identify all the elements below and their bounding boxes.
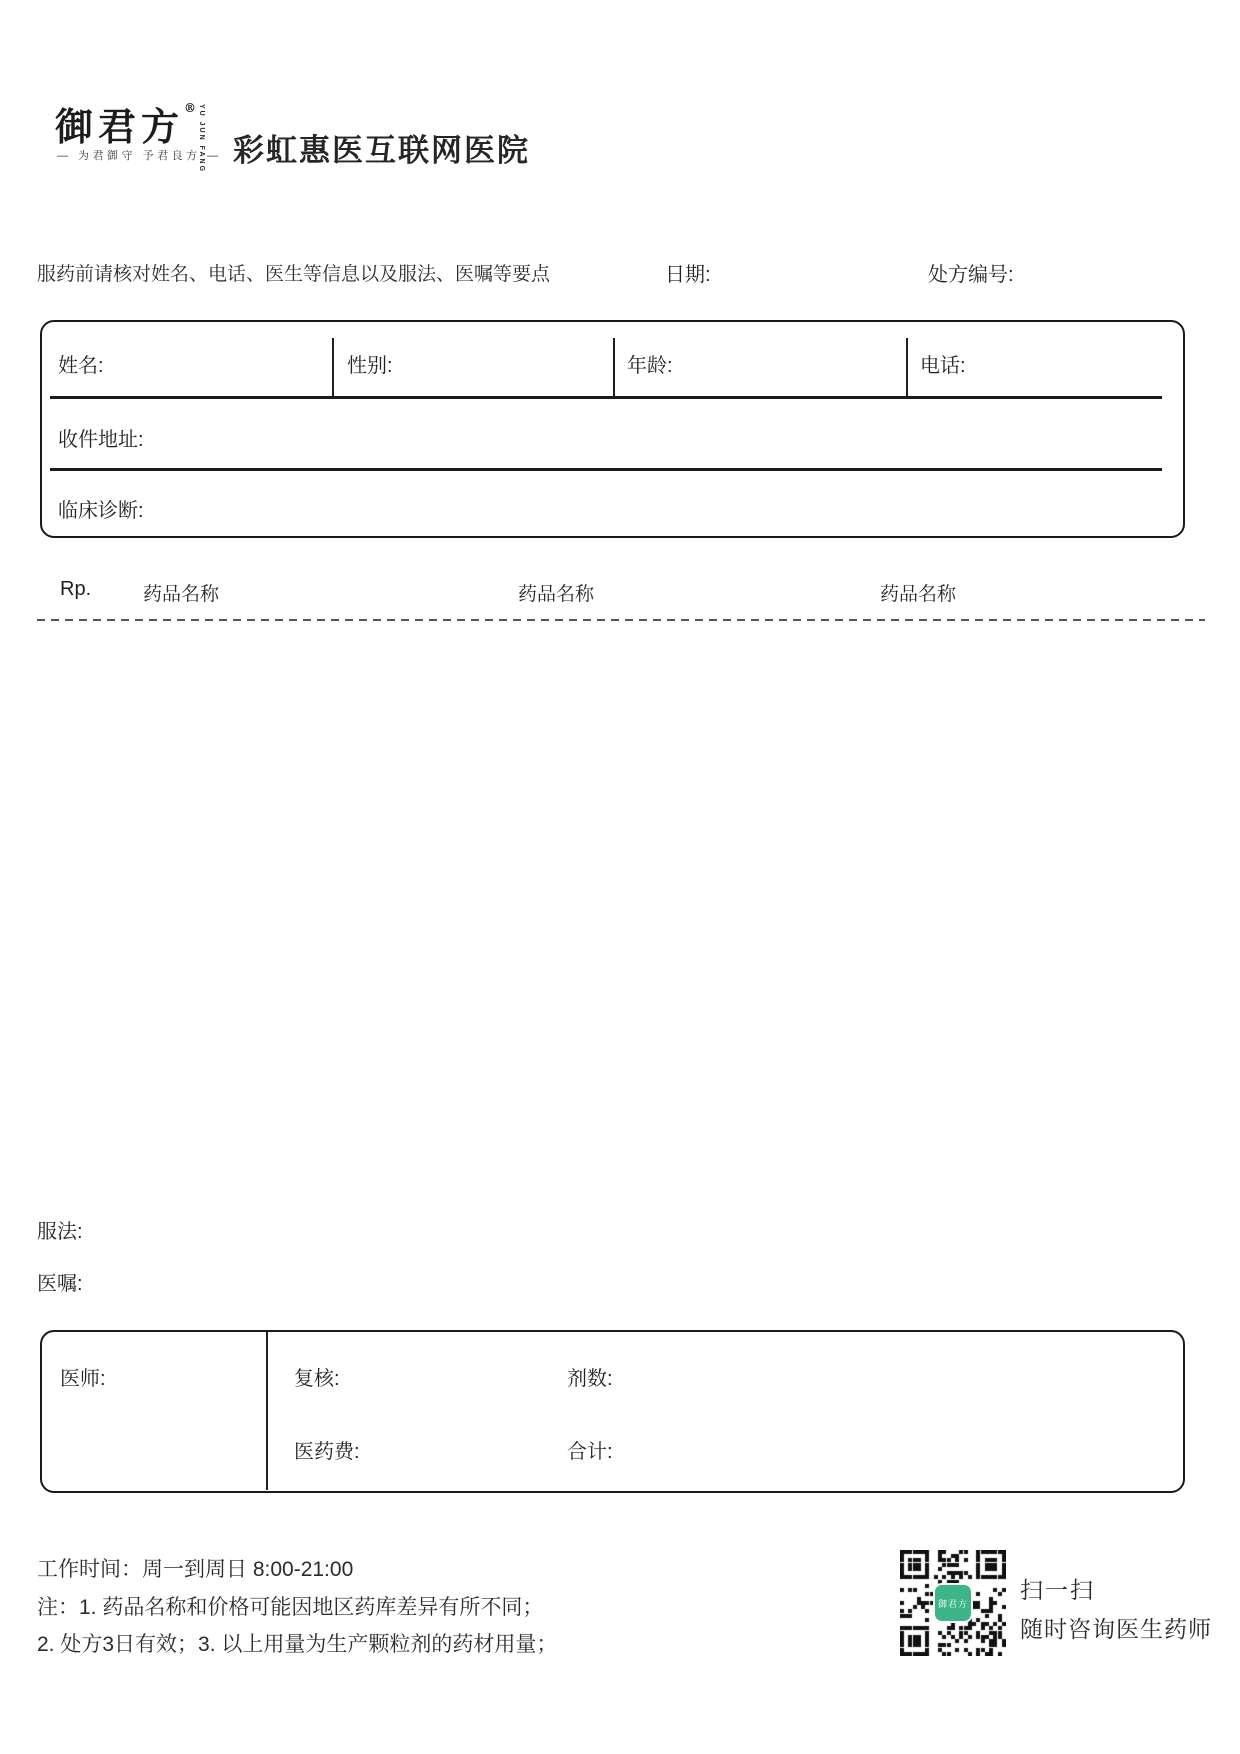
drug-name-column-1: 药品名称 xyxy=(143,584,220,605)
verify-notice: 服药前请核对姓名、电话、医生等信息以及服法、医嘱等要点 xyxy=(37,264,551,285)
patient-phone-label: 电话: xyxy=(920,355,966,377)
physician-label: 医师: xyxy=(60,1368,106,1390)
patient-box-rule-1 xyxy=(50,396,1162,399)
doctor-advice-label: 医嘱: xyxy=(37,1273,83,1295)
drug-list-area xyxy=(37,625,1205,1195)
scan-label: 扫一扫 xyxy=(1020,1577,1095,1603)
date-label: 日期: xyxy=(665,264,711,286)
qr-center-logo xyxy=(935,1585,971,1621)
footer-note-2: 2. 处方3日有效；3. 以上用量为生产颗粒剂的药材用量； xyxy=(37,1633,558,1656)
divider-phone xyxy=(906,338,908,396)
qr-center-logo-text: 御君方 xyxy=(937,1598,968,1609)
scan-sub-label: 随时咨询医生药师 xyxy=(1020,1616,1212,1642)
divider-gender xyxy=(332,338,334,396)
logo-characters: 御君方 xyxy=(55,104,185,149)
dose-count-label: 剂数: xyxy=(567,1368,613,1390)
patient-name-label: 姓名: xyxy=(58,355,104,377)
divider-age xyxy=(613,338,615,396)
hospital-name: 彩虹惠医互联网医院 xyxy=(233,133,530,168)
working-hours-note: 工作时间：周一到周日 8:00-21:00 xyxy=(37,1558,354,1581)
review-label: 复核: xyxy=(294,1368,340,1390)
drug-name-column-3: 药品名称 xyxy=(880,584,957,605)
brand-tagline: — 为君御守 予君良方 — xyxy=(57,150,222,162)
prescription-number-label: 处方编号: xyxy=(928,264,1014,286)
drug-name-column-2: 药品名称 xyxy=(518,584,595,605)
signoff-box xyxy=(40,1330,1185,1493)
total-label: 合计: xyxy=(567,1441,613,1463)
usage-label: 服法: xyxy=(37,1221,83,1243)
patient-box-rule-2 xyxy=(50,468,1162,471)
patient-age-label: 年龄: xyxy=(627,355,673,377)
clinical-diagnosis-label: 临床诊断: xyxy=(58,500,144,522)
signoff-divider xyxy=(266,1332,268,1490)
rp-dashed-separator xyxy=(37,619,1205,621)
patient-info-box xyxy=(40,320,1185,538)
footer-note-1: 注：1. 药品名称和价格可能因地区药库差异有所不同； xyxy=(37,1596,544,1619)
logo-vertical-romanization: YU JUN FANG xyxy=(198,104,206,174)
registered-trademark-mark: ® xyxy=(184,101,197,115)
qr-code xyxy=(900,1550,1006,1656)
patient-gender-label: 性别: xyxy=(347,355,393,377)
rp-label: Rp. xyxy=(60,578,92,600)
medicine-fee-label: 医药费: xyxy=(294,1441,360,1463)
shipping-address-label: 收件地址: xyxy=(58,429,144,451)
